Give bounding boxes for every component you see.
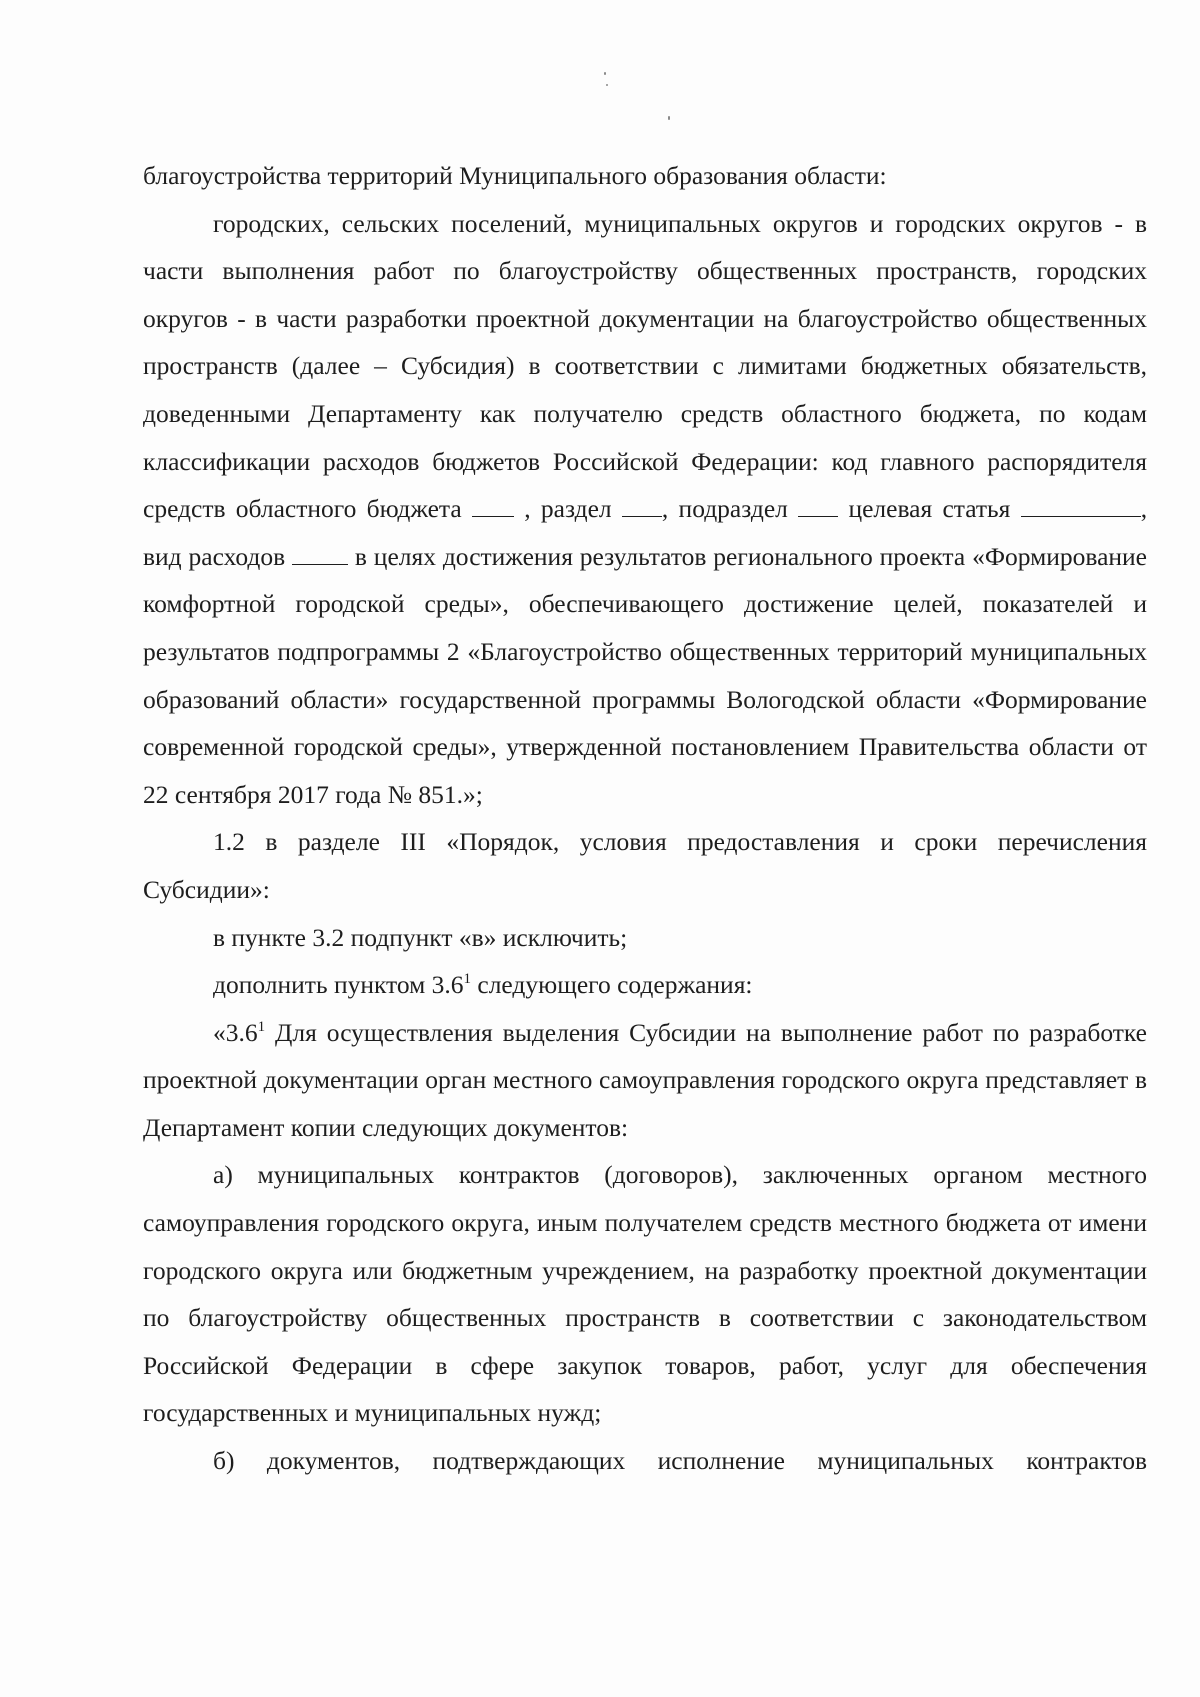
blank-field-target-article bbox=[1021, 496, 1141, 517]
paragraph-subsidy-purpose-text: городских, сельских поселений, муниципальных округов и городских округов - в части выполнения работ по благоустройству общественных пространств, городских округов - в части разработки проектной документации на благоустройство общественных пространств (далее – Субсидия) в соответствии с лимитами бюджетных обязательств, доведенными Департаменту как получателю средств областного бюджета, по кодам классификации расходов бюджетов Российской Федерации: код главного распорядителя средств областного бюджета bbox=[143, 208, 1147, 524]
paragraph-item-3-6-1-text: Для осуществления выделения Субсидии на выполнение работ по разработке проектной документации орган местного самоуправления городского округа представляет в Департамент копии следующих документов: bbox=[143, 1017, 1147, 1142]
paragraph-add-item-text: дополнить пунктом 3.6 bbox=[213, 970, 464, 1000]
blank-field-section bbox=[622, 496, 662, 517]
paragraph-add-item bbox=[143, 961, 1147, 1009]
paragraph-continuation: благоустройства территорий Муниципального образования области: bbox=[143, 161, 887, 190]
scan-speck bbox=[606, 84, 608, 86]
scan-speck bbox=[604, 72, 606, 75]
superscript-one: 1 bbox=[463, 971, 472, 988]
paragraph-section-iii: 1.2 в разделе III «Порядок, условия предоставления и сроки перечисления Субсидии»: bbox=[143, 827, 1147, 904]
text-expense-type: , вид расходов bbox=[143, 494, 1148, 571]
text-subsection: , подраздел bbox=[661, 494, 788, 524]
paragraph-item-3-6-1-number: «3.6 bbox=[213, 1017, 258, 1047]
text-section: , раздел bbox=[524, 494, 612, 524]
scan-speck bbox=[668, 116, 670, 120]
paragraph-add-item-tail: следующего содержания: bbox=[471, 970, 753, 1000]
blank-field-expense-type bbox=[292, 544, 348, 565]
paragraph-exclude-subitem: в пункте 3.2 подпункт «в» исключить; bbox=[213, 922, 628, 952]
text-target-article: целевая статья bbox=[848, 494, 1011, 524]
superscript-one: 1 bbox=[257, 1018, 266, 1035]
blank-field-code bbox=[472, 496, 514, 517]
paragraph-item-3-6-1 bbox=[143, 1009, 1147, 1152]
document-body bbox=[143, 152, 1147, 1485]
text-goals: в целях достижения результатов регионального проекта «Формирование комфортной городской среды», обеспечивающего достижение целей, показателей и результатов подпрограммы 2 «Благоустройство общественных территорий муниципальных образований области» государственной программы Вологодской области «Формирование современной городской среды», утвержденной постановлением Правительства области от 22 сентября 2017 года № 851.»; bbox=[143, 541, 1148, 809]
paragraph-subitem-a: а) муниципальных контрактов (договоров), заключенных органом местного самоуправления городского округа, иным получателем средств местного бюджета от имени городского округа или бюджетным учреждением, на разработку проектной документации по благоустройству общественных пространств в соответствии с законодательством Российской Федерации в сфере закупок товаров, работ, услуг для обеспечения государственных и муниципальных нужд; bbox=[143, 1160, 1147, 1428]
blank-field-subsection bbox=[798, 496, 838, 517]
paragraph-subitem-b: б) документов, подтверждающих исполнение муниципальных контрактов bbox=[213, 1446, 1147, 1476]
paragraph-subsidy-purpose bbox=[143, 200, 1147, 819]
